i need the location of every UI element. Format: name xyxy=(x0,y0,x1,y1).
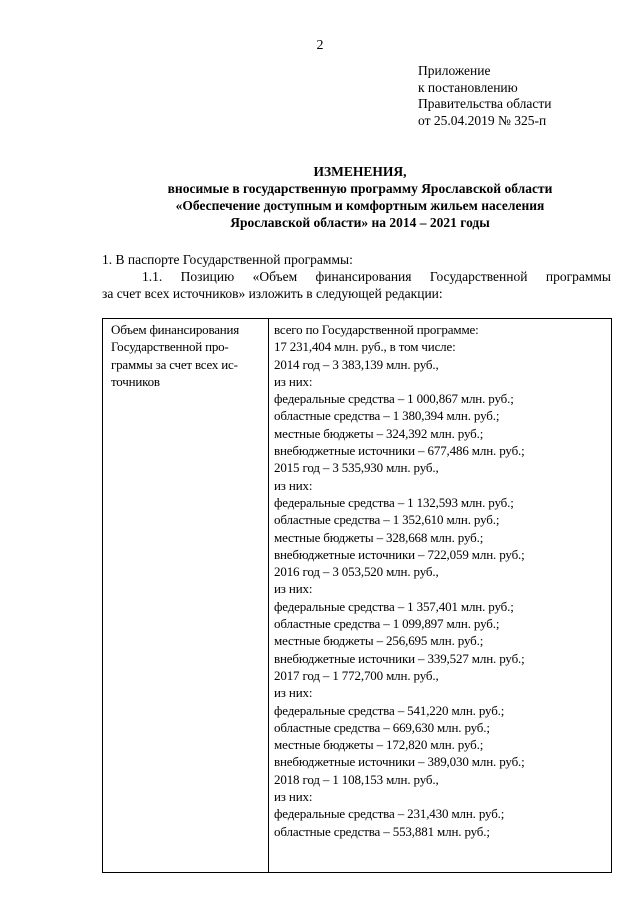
table-value-line: из них: xyxy=(274,685,313,701)
table-value-line: внебюджетные источники – 677,486 млн. руб.; xyxy=(274,443,525,459)
table-value-line: 17 231,404 млн. руб., в том числе: xyxy=(274,339,456,355)
paragraph-1: 1. В паспорте Государственной программы: xyxy=(102,252,353,267)
title-line: вносимые в государственную программу Ярославской области xyxy=(167,181,553,196)
paragraph-line: за счет всех источников» изложить в следующей редакции: xyxy=(102,286,443,301)
table-label-line: точников xyxy=(111,373,160,389)
table-value-line: областные средства – 1 380,394 млн. руб.; xyxy=(274,408,500,424)
funding-table xyxy=(102,318,612,873)
title-line: Ярославской области» на 2014 – 2021 годы xyxy=(230,215,490,230)
table-label-line: граммы за счет всех ис- xyxy=(111,356,238,372)
document-title xyxy=(60,163,640,231)
appendix-line: Правительства области xyxy=(418,96,552,111)
table-value-line: областные средства – 1 099,897 млн. руб.; xyxy=(274,616,500,632)
table-value-line: федеральные средства – 1 000,867 млн. руб.; xyxy=(274,391,514,407)
table-value-line: внебюджетные источники – 389,030 млн. руб.; xyxy=(274,754,525,770)
table-value-line: федеральные средства – 541,220 млн. руб.; xyxy=(274,702,505,718)
table-value-line: всего по Государственной программе: xyxy=(274,322,479,337)
table-value-line: 2017 год – 1 772,700 млн. руб., xyxy=(274,667,439,683)
table-value-line: областные средства – 1 352,610 млн. руб.; xyxy=(274,512,500,528)
table-column-divider xyxy=(268,319,269,872)
table-value-line: федеральные средства – 231,430 млн. руб.; xyxy=(274,806,505,822)
table-label-line: Объем финансирования xyxy=(111,322,240,337)
appendix-line: Приложение xyxy=(418,63,491,78)
table-value-line: из них: xyxy=(274,789,313,805)
table-value-line: внебюджетные источники – 339,527 млн. руб.; xyxy=(274,650,525,666)
table-value-line: 2014 год – 3 383,139 млн. руб., xyxy=(274,356,439,372)
table-value-line: местные бюджеты – 324,392 млн. руб.; xyxy=(274,425,484,441)
table-label-line: Государственной про- xyxy=(111,339,229,355)
paragraph-line: 1.1. Позицию «Объем финансирования Государственной программы xyxy=(142,269,611,284)
page-number: 2 xyxy=(316,38,324,53)
table-value-line: местные бюджеты – 256,695 млн. руб.; xyxy=(274,633,484,649)
appendix-date-number: от 25.04.2019 № 325-п xyxy=(418,112,547,128)
paragraph-1-1 xyxy=(102,268,611,302)
appendix-line: к постановлению xyxy=(418,79,518,95)
table-value-line: федеральные средства – 1 132,593 млн. руб.; xyxy=(274,494,514,510)
table-value-cell xyxy=(274,321,609,840)
table-value-line: областные средства – 669,630 млн. руб.; xyxy=(274,719,490,735)
table-value-line: 2016 год – 3 053,520 млн. руб., xyxy=(274,564,439,580)
appendix-reference xyxy=(418,63,551,129)
table-value-line: 2018 год – 1 108,153 млн. руб., xyxy=(274,771,439,787)
table-value-line: 2015 год – 3 535,930 млн. руб., xyxy=(274,460,439,476)
table-value-line: областные средства – 553,881 млн. руб.; xyxy=(274,823,490,839)
table-value-line: из них: xyxy=(274,373,313,389)
table-value-line: внебюджетные источники – 722,059 млн. руб.; xyxy=(274,546,525,562)
table-value-line: из них: xyxy=(274,581,313,597)
title-heading: ИЗМЕНЕНИЯ, xyxy=(313,164,407,179)
table-value-line: федеральные средства – 1 357,401 млн. руб.; xyxy=(274,598,514,614)
table-value-line: местные бюджеты – 328,668 млн. руб.; xyxy=(274,529,484,545)
table-value-line: местные бюджеты – 172,820 млн. руб.; xyxy=(274,737,484,753)
table-value-line: из них: xyxy=(274,477,313,493)
table-label-cell xyxy=(111,321,263,390)
title-line: «Обеспечение доступным и комфортным жильем населения xyxy=(175,198,545,213)
